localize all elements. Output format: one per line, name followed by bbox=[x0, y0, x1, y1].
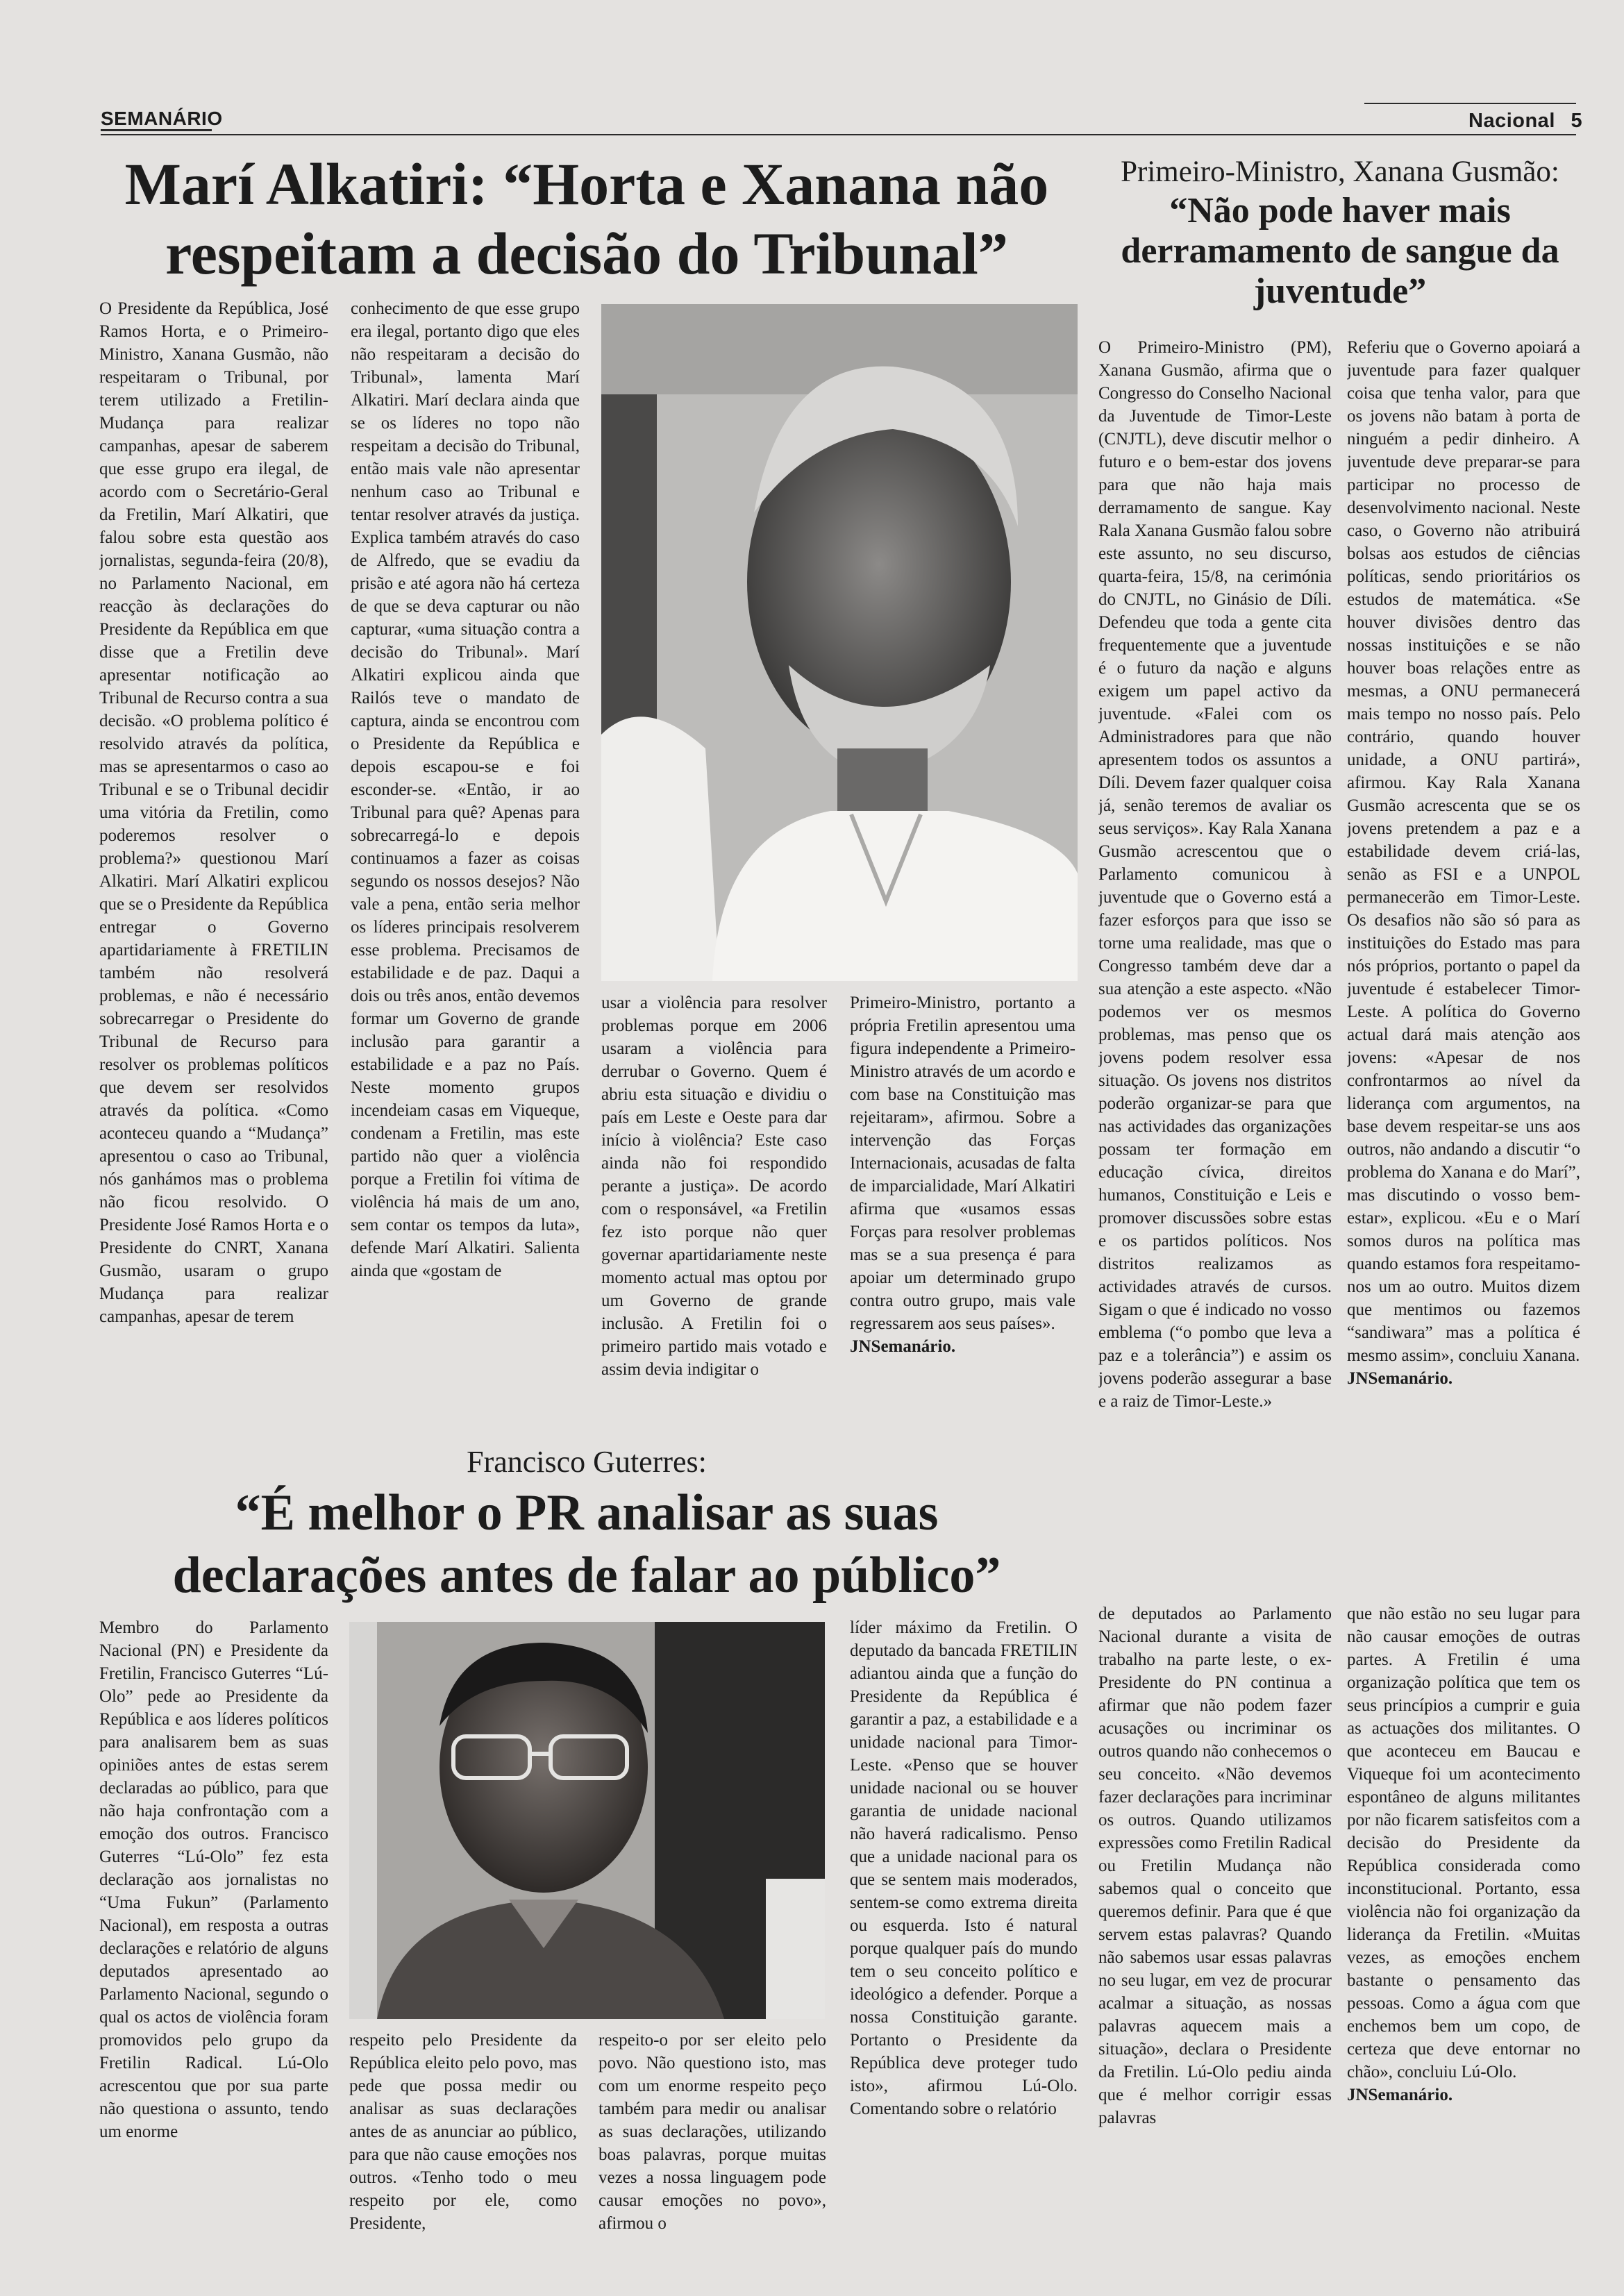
portrait-photo-icon bbox=[349, 1622, 825, 2019]
article3-headline-line2: declarações antes de falar ao público” bbox=[172, 1547, 1001, 1604]
article2-column-2-text: Referiu que o Governo apoiará a juventude para fazer qualquer coisa que tenha valor, para que os jovens não batam à porta de ninguém a pedir dinheiro. A juventude deve preparar-se para participar no processo de desenvolvimento nacional. Neste caso, o Governo não atribuirá bolsas aos estudos de ciências políticas, sendo prioritários os estudos de matemática. «Se houver divisões dentro das nossas instituições e se não houver boas relações entre as mesmas, a ONU permanecerá mais tempo no nosso país. Pelo contrário, quando houver unidade, a ONU partirá», afirmou. Kay Rala Xanana Gusmão acrescenta que se os jovens pretendem a paz e a estabilidade devem criá-las, senão as FSI e a UNPOL permanecerão em Timor-Leste. Os desafios não são só para as instituições do Estado mas para nós próprios, portanto o papel da juventude é estabelecer Timor-Leste. A política do Governo actual dará mais atenção aos jovens: «Apesar de nos confrontarmos ao nível da liderança com argumentos, na base devem respeitar-se uns aos outros, não andando a discutir “o problema do Xanana e do Marí”, mas discutindo o vosso bem-estar», explicou. «Eu e o Marí somos duros na política mas quando estamos fora respeitamo-nos um ao outro. Muitos dizem que mentimos ou fazemos “sandiwara” mas a política é mesmo assim», concluiu Xanana. bbox=[1347, 338, 1580, 1365]
section-name: Nacional bbox=[1468, 110, 1555, 132]
article1-headline-line2: respeitam a decisão do Tribunal” bbox=[165, 220, 1008, 287]
article3-column-3: respeito-o por ser eleito pelo povo. Não questiono isto, mas com um enorme respeito peço também para medir ou analisar as suas declarações, utilizando boas palavras, porque muitas vezes a nossa linguagem pode causar emoções no povo», afirmou o bbox=[598, 2031, 826, 2233]
guterres-photo bbox=[349, 1622, 825, 2019]
article1-column-4-text: Primeiro-Ministro, portanto a própria Fretilin apresentou uma figura independente a Primeiro-Ministro através de um acordo e com base na Constituição mas rejeitaram», afirmou. Sobre a intervenção das Forças Internacionais, acusadas de falta de imparcialidade, Marí Alkatiri afirma que «usamos essas Forças para resolver problemas mas se a sua presença é para apoiar um determinado grupo contra outro grupo, mais vale regressarem aos seus países». bbox=[850, 994, 1075, 1333]
article2-kicker: Primeiro-Ministro, Xanana Gusmão: bbox=[1121, 156, 1559, 188]
article2-column-1: O Primeiro-Ministro (PM), Xanana Gusmão, afirma que o Congresso do Conselho Nacional da Juventude de Timor-Leste (CNJTL), deve discutir melhor o futuro e o bem-estar dos jovens para que não haja mais derramamento de sangue. Kay Rala Xanana Gusmão falou sobre este assunto, no seu discurso, quarta-feira, 15/8, na cerimónia do CNJTL, no Ginásio de Díli. Defendeu que toda a gente cita frequentemente que a juventude é o futuro da nação e alguns exigem um papel activo da juventude. «Falei com os Administradores para que não apresentem todos os assuntos a Díli. Devem fazer qualquer coisa já, senão teremos de avaliar os seus serviços». Kay Rala Xanana Gusmão acrescentou que o Parlamento comunicou à juventude que o Governo está a fazer esforços para que isso se torne uma realidade, mas que o Congresso também deve dar a sua atenção a este aspecto. «Não podemos ver os mesmos problemas, mas penso que os jovens podem resolver essa situação. Os jovens nos distritos poderão organizar-se para que nas actividades das organizações possam ter formação em educação cívica, direitos humanos, Constituição e Leis e promover discussões sobre estas e os partidos políticos. Nos distritos realizamos as actividades através de cursos. Sigam o que é indicado no vosso emblema (“o pombo que leva a paz e a tolerância”) e assim os jovens poderão assegurar a base e a raiz de Timor-Leste.» bbox=[1098, 338, 1332, 1411]
article2-column-2 bbox=[1347, 336, 1580, 1579]
page-number: 5 bbox=[1571, 110, 1583, 132]
article2-signature: JNSemanário. bbox=[1347, 1369, 1453, 1388]
article-guterres bbox=[0, 1430, 1624, 2296]
article1-headline-line1: Marí Alkatiri: “Horta e Xanana não bbox=[124, 151, 1049, 217]
article3-signature: JNSemanário. bbox=[1347, 2086, 1453, 2104]
article3-column-4: líder máximo da Fretilin. O deputado da bancada FRETILIN adiantou ainda que a função do Presidente da República é garantir a paz, a estabilidade e a unidade nacional para Timor-Leste. «Penso que se houver unidade nacional ou se houver garantia de unidade nacional não haverá radicalismo. Penso que a unidade nacional para os que se sentem mais moderados, sentem-se como extrema direita ou esquerda. Isto é natural porque qualquer país do mundo tem o seu conceito político e ideológico a defender. Porque a nossa Constituição garante. Portanto o Presidente da República deve proteger tudo isto», afirmou Lú-Olo. Comentando sobre o relatório bbox=[850, 1618, 1078, 2118]
article3-kicker: Francisco Guterres: bbox=[467, 1445, 707, 1479]
alkatiri-photo bbox=[601, 304, 1078, 981]
portrait-photo-icon bbox=[601, 304, 1078, 981]
article-alkatiri bbox=[0, 0, 1083, 1430]
article1-column-4 bbox=[850, 991, 1075, 1433]
article2-headline-line1: “Não pode haver mais bbox=[1169, 191, 1511, 231]
article3-column-6-text: que não estão no seu lugar para não causar emoções de outras partes. A Fretilin é uma organização política que tem os seus princípios a cumprir e guia as actuações dos militantes. O que aconteceu em Baucau e Viqueque foi um acontecimento espontâneo de alguns militantes por não ficarem satisfeitos com a decisão do Presidente da República considerada como inconstitucional. Portanto, essa violência não foi organização da liderança da Fretilin. «Muitas vezes, as emoções enchem bastante o pensamento das pessoas. Como a água com que enchemos bem um copo, de certeza que deve entornar no chão», concluiu Lú-Olo. bbox=[1347, 1604, 1580, 2081]
article3-column-2: respeito pelo Presidente da República eleito pelo povo, mas pede que possa medir ou analisar as suas declarações antes de as anunciar ao público, para que não cause emoções nos outros. «Tenho todo o meu respeito por ele, como Presidente, bbox=[349, 2031, 577, 2233]
article3-column-1: Membro do Parlamento Nacional (PN) e Presidente da Fretilin, Francisco Guterres “Lú-Olo” pede ao Presidente da República e aos líderes políticos para analisarem bem as suas opiniões antes de estas serem declaradas ao público, para que não haja confrontação com a emoção dos outros. Francisco Guterres “Lú-Olo” fez esta declaração aos jornalistas no “Uma Fukun” (Parlamento Nacional), em resposta a outras declarações e relatório de alguns deputados apresentado ao Parlamento Nacional, segundo o qual os actos de violência foram promovidos pelo grupo da Fretilin Radical. Lú-Olo acrescentou que por sua parte não questiona o assunto, tendo um enorme bbox=[99, 1618, 328, 2141]
masthead: SEMANÁRIO bbox=[101, 108, 223, 129]
article-xanana bbox=[1083, 0, 1624, 1590]
article1-column-3: usar a violência para resolver problemas porque em 2006 usaram a violência para derrubar o Governo. Quem é abriu esta situação e dividiu o país em Leste e Oeste para dar início à violência? Este caso ainda não foi respondido perante a justiça». De acordo com o responsável, «a Fretilin fez isto porque não quer governar apartidariamente neste momento actual mas optou por um Governo de grande inclusão. A Fretilin foi o primeiro partido mais votado e assim devia indigitar o bbox=[601, 994, 827, 1379]
article2-headline bbox=[1097, 191, 1583, 312]
article3-column-5: de deputados ao Parlamento Nacional durante a visita de trabalho na parte leste, o ex-Presidente do PN continua a afirmar que não podem fazer acusações ou incriminar os outros quando não conhecemos o seu conceito. «Não devemos fazer declarações para incriminar os outros. Quando utilizamos expressões como Fretilin Radical ou Fretilin Mudança não sabemos qual o conceito que queremos definir. Para que é que servem estas palavras? Quando não sabemos usar essas palavras no seu lugar, em vez de procurar acalmar a situação, as nossas palavras aquecem mais a situação», declara o Presidente da Fretilin. Lú-Olo pediu ainda que é melhor corrigir essas palavras bbox=[1098, 1604, 1332, 2127]
article1-column-1: O Presidente da República, José Ramos Horta, e o Primeiro-Ministro, Xanana Gusmão, não respeitaram o Tribunal, por terem utilizado a Fretilin-Mudança para realizar campanhas, apesar de saberem que esse grupo era ilegal, de acordo com o Secretário-Geral da Fretilin, Marí Alkatiri, que falou sobre esta questão aos jornalistas, segunda-feira (20/8), no Parlamento Nacional, em reacção às declarações do Presidente da República em que disse que a Fretilin deve apresentar notificação ao Tribunal de Recurso contra a sua decisão. «O problema político é resolvido através da política, mas se apresentarmos o caso ao Tribunal e se o Tribunal decidir uma vitória da Fretilin, como poderemos resolver o problema?» questionou Marí Alkatiri. Marí Alkatiri explicou que se o Presidente da República entregar o Governo apartidariamente à FRETILIN também não resolverá problemas, e não é necessário sobrecarregar o Presidente do Tribunal de Recurso para resolver os problemas políticos que devem ser resolvidos através da política. «Como aconteceu quando a “Mudança” apresentou o caso ao Tribunal, nós ganhámos mas o problema não ficou resolvido. O Presidente José Ramos Horta e o Presidente do CNRT, Xanana Gusmão, usaram o grupo Mudança para realizar campanhas, apesar de terem bbox=[99, 299, 328, 1326]
article3-headline bbox=[97, 1482, 1076, 1607]
article1-column-2: conhecimento de que esse grupo era ilegal, portanto digo que eles não respeitaram a decisão do Tribunal», lamenta Marí Alkatiri. Marí declara ainda que se os líderes no topo não respeitam a decisão do Tribunal, então mais vale não apresentar nenhum caso ao Tribunal e tentar resolver através da justiça. Explica também através do caso de Alfredo, que se evadiu da prisão e até agora não há certeza de que se deva capturar ou não capturar, «uma situação contra a decisão do Tribunal». Marí Alkatiri explicou ainda que Railós teve o mandato de captura, ainda se encontrou com o Presidente da República e depois escapou-se e foi esconder-se. «Então, ir ao Tribunal para quê? Apenas para sobrecarregá-lo e depois continuamos a fazer as coisas segundo os nossos desejos? Não vale a pena, então seria melhor os líderes principais resolverem esse problema. Precisamos de estabilidade e de paz. Daqui a dois ou três anos, então devemos formar um Governo de grande inclusão para garantir a estabilidade e a paz no País. Neste momento grupos incendeiam casas em Viqueque, condenam a Fretilin, mas este partido não quer a violência porque a Fretilin foi vítima de violência há mais de um ano, sem contar os tempos da luta», defende Marí Alkatiri. Salienta ainda que «gostam de bbox=[351, 299, 580, 1280]
article1-headline bbox=[97, 149, 1076, 288]
article3-column-6 bbox=[1347, 1602, 1580, 2245]
article2-headline-line3: juventude” bbox=[1253, 271, 1427, 311]
article3-headline-line1: “É melhor o PR analisar as suas bbox=[235, 1484, 939, 1541]
article2-headline-line2: derramamento de sangue da bbox=[1121, 231, 1559, 271]
article1-signature: JNSemanário. bbox=[850, 1337, 956, 1356]
